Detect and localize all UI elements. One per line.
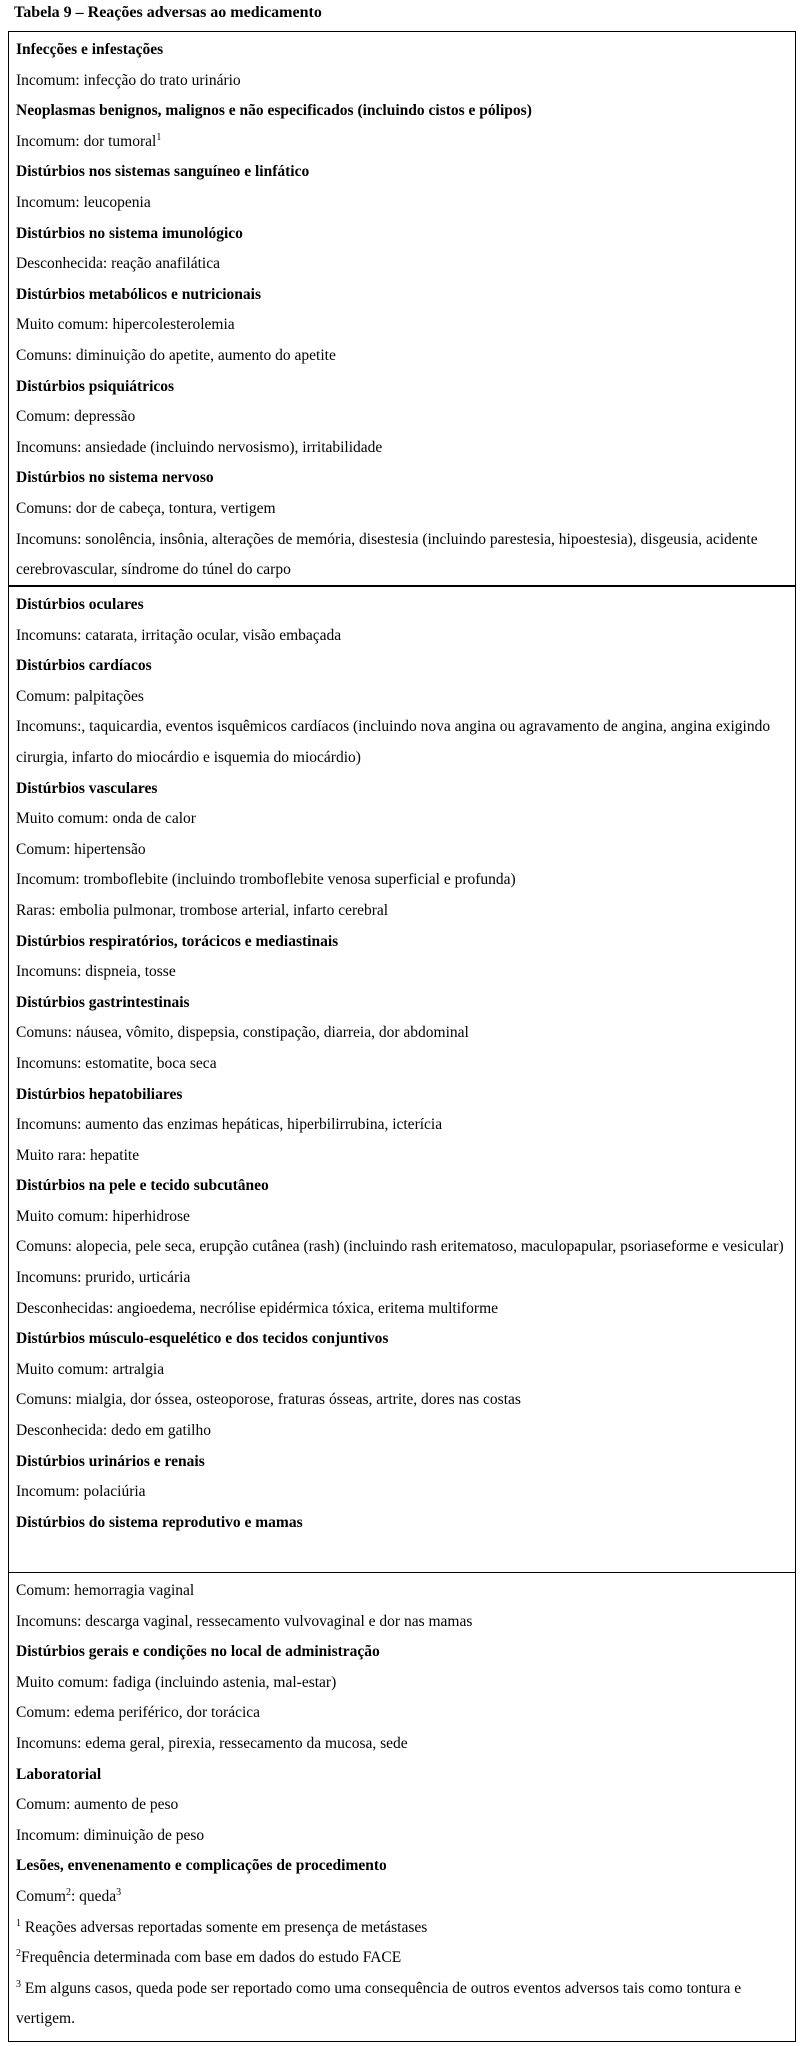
footnote-marker: 1 — [156, 131, 162, 143]
table-row — [16, 1974, 789, 2035]
category-heading — [16, 1760, 789, 1791]
cell-text: Em alguns casos, queda pode ser reportado como uma consequência de outros eventos adversos tais como tontura e vertigem. — [16, 1979, 742, 2028]
cell-text: Incomum: dor tumoral — [16, 132, 157, 150]
category-heading — [16, 463, 789, 494]
cell-text: Comum — [16, 1887, 66, 1905]
category-heading — [16, 651, 789, 682]
table-row — [16, 1385, 789, 1416]
category-heading — [16, 372, 789, 403]
category-heading — [16, 35, 789, 66]
table-row — [16, 433, 789, 464]
cell-text: Muito rara: hepatite — [16, 1146, 140, 1164]
cell-text: Comum: edema periférico, dor torácica — [16, 1704, 261, 1722]
category-heading — [16, 1447, 789, 1478]
cell-text: Comuns: alopecia, pele seca, erupção cutânea (rash) (incluindo rash eritematoso, maculopapular, psoriaseforme e vesicular) — [16, 1238, 784, 1256]
table-caption: Tabela 9 – Reações adversas ao medicamento — [14, 4, 322, 21]
cell-text: Distúrbios gastrintestinais — [16, 993, 190, 1011]
cell-text: Comum: depressão — [16, 408, 136, 426]
cell-text: Neoplasmas benignos, malignos e não especificados (incluindo cistos e pólipos) — [16, 102, 532, 120]
cell-text: Incomum: tromboflebite (incluindo tromboflebite venosa superficial e profunda) — [16, 871, 516, 889]
table-row — [16, 865, 789, 896]
cell-text: Incomuns: dispneia, tosse — [16, 963, 176, 981]
cell-text: Incomuns: prurido, urticária — [16, 1269, 191, 1287]
cell-text: Lesões, envenenamento e complicações de procedimento — [16, 1857, 387, 1875]
table-row — [16, 127, 789, 158]
table-row — [16, 1913, 789, 1944]
footnote-marker: 2 — [16, 1947, 21, 1959]
cell-text: Muito comum: artralgia — [16, 1360, 165, 1378]
cell-text: Comuns: diminuição do apetite, aumento do apetite — [16, 346, 336, 364]
category-heading — [16, 1080, 789, 1111]
cell-text: Incomum: polaciúria — [16, 1483, 146, 1501]
category-heading — [16, 157, 789, 188]
cell-text: Distúrbios respiratórios, torácicos e mediastinais — [16, 932, 339, 950]
table-row — [16, 1294, 789, 1325]
category-heading — [16, 1171, 789, 1202]
cell-text: Muito comum: hipercolesterolemia — [16, 316, 235, 334]
cell-text: Muito comum: onda de calor — [16, 810, 196, 828]
category-heading — [16, 774, 789, 805]
table-row — [16, 1110, 789, 1141]
cell-text: Incomuns: edema geral, pirexia, ressecamento da mucosa, sede — [16, 1734, 408, 1752]
table-row — [16, 621, 789, 652]
category-heading — [16, 1508, 789, 1539]
cell-text: Infecções e infestações — [16, 41, 164, 58]
footnote-marker: 1 — [16, 1917, 21, 1929]
footnote-marker: 3 — [116, 1886, 122, 1898]
cell-text: Incomuns:, taquicardia, eventos isquêmicos cardíacos (incluindo nova angina ou agravamento de angina, angina exigindo cirurgia, infarto do miocárdio e isquemia do miocárdio) — [16, 718, 771, 766]
cell-text: Desconhecida: dedo em gatilho — [16, 1422, 211, 1440]
table-row — [16, 1477, 789, 1508]
table-row — [16, 188, 789, 219]
cell-text: Reações adversas reportadas somente em presença de metástases — [21, 1918, 428, 1936]
cell-text: Desconhecida: reação anafilática — [16, 255, 220, 273]
table-row — [16, 402, 789, 433]
table-row — [16, 1232, 789, 1263]
table-row — [16, 1576, 789, 1607]
cell-text: Distúrbios músculo-esquelético e dos tecidos conjuntivos — [16, 1330, 389, 1348]
cell-text: Comum: hipertensão — [16, 840, 146, 858]
table-row — [16, 249, 789, 280]
cell-text: Comuns: mialgia, dor óssea, osteoporose, fraturas ósseas, artrite, dores nas costas — [16, 1391, 521, 1409]
table-row — [16, 1355, 789, 1386]
cell-text: Incomuns: ansiedade (incluindo nervosismo), irritabilidade — [16, 438, 383, 456]
table-row — [16, 1821, 789, 1852]
category-heading — [16, 219, 789, 250]
cell-text: Distúrbios gerais e condições no local de administração — [16, 1643, 380, 1661]
category-heading — [16, 1851, 789, 1882]
table-row — [16, 66, 789, 97]
cell-text: Distúrbios na pele e tecido subcutâneo — [16, 1177, 269, 1195]
cell-text: Incomuns: sonolência, insônia, alterações de memória, disestesia (incluindo parestesia, hipoestesia), disgeusia, acidente cerebrovascular, síndrome do túnel do carpo — [16, 530, 758, 579]
cell-text: Frequência determinada com base em dados do estudo FACE — [21, 1949, 402, 1967]
cell-text: Incomum: diminuição de peso — [16, 1826, 205, 1844]
category-heading — [16, 1637, 789, 1668]
table-row — [16, 804, 789, 835]
table-row — [16, 1018, 789, 1049]
table-row — [16, 1607, 789, 1638]
cell-text: Distúrbios no sistema nervoso — [16, 469, 214, 487]
cell-text: : queda — [70, 1887, 117, 1905]
table-row — [16, 1202, 789, 1233]
table-row — [16, 682, 789, 713]
cell-text: Distúrbios psiquiátricos — [16, 377, 175, 395]
cell-text: Distúrbios cardíacos — [16, 657, 152, 675]
cell-text: Distúrbios no sistema imunológico — [16, 224, 243, 242]
category-heading — [16, 927, 789, 958]
category-heading — [16, 988, 789, 1019]
cell-text: Comuns: dor de cabeça, tontura, vertigem — [16, 499, 276, 517]
category-heading — [16, 590, 789, 621]
cell-text: Distúrbios do sistema reprodutivo e mamas — [16, 1513, 303, 1531]
table-row — [16, 712, 789, 773]
table-row — [16, 310, 789, 341]
table-row — [16, 1698, 789, 1729]
cell-text: Distúrbios hepatobiliares — [16, 1085, 183, 1103]
table-section-1 — [8, 31, 796, 586]
table-row — [16, 1943, 789, 1974]
cell-text: Muito comum: fadiga (incluindo astenia, mal-estar) — [16, 1673, 337, 1691]
table-section-2 — [8, 586, 796, 1573]
table-row — [16, 835, 789, 866]
table-row — [16, 1882, 789, 1913]
table-row — [16, 1416, 789, 1447]
cell-text: Incomuns: aumento das enzimas hepáticas, hiperbilirrubina, icterícia — [16, 1116, 443, 1134]
table-row — [16, 341, 789, 372]
table-row — [16, 494, 789, 525]
cell-text: Comum: palpitações — [16, 687, 144, 705]
table-row — [16, 1790, 789, 1821]
cell-text: Comum: hemorragia vaginal — [16, 1582, 195, 1599]
category-heading — [16, 96, 789, 127]
cell-text: Distúrbios vasculares — [16, 779, 158, 797]
table-row — [16, 896, 789, 927]
cell-text: Incomum: infecção do trato urinário — [16, 71, 241, 89]
cell-text: Incomuns: catarata, irritação ocular, visão embaçada — [16, 626, 342, 644]
category-heading — [16, 280, 789, 311]
cell-text: Comum: aumento de peso — [16, 1796, 179, 1814]
footnote-marker: 3 — [16, 1978, 21, 1990]
table-row — [16, 1263, 789, 1294]
category-heading — [16, 1324, 789, 1355]
cell-text: Distúrbios oculares — [16, 596, 144, 613]
cell-text: Laboratorial — [16, 1765, 102, 1783]
cell-text: Comuns: náusea, vômito, dispepsia, constipação, diarreia, dor abdominal — [16, 1024, 469, 1042]
table-row — [16, 1729, 789, 1760]
cell-text: Distúrbios nos sistemas sanguíneo e linfático — [16, 163, 310, 181]
cell-text: Raras: embolia pulmonar, trombose arterial, infarto cerebral — [16, 901, 389, 919]
table-row — [16, 1141, 789, 1172]
cell-text: Incomum: leucopenia — [16, 193, 151, 211]
table-row — [16, 525, 789, 586]
footnote-marker: 2 — [65, 1886, 71, 1898]
cell-text: Incomuns: estomatite, boca seca — [16, 1054, 217, 1072]
table-row — [16, 1668, 789, 1699]
cell-text: Distúrbios metabólicos e nutricionais — [16, 285, 261, 303]
table-section-3 — [8, 1572, 796, 2042]
table-row — [16, 1049, 789, 1080]
cell-text: Desconhecidas: angioedema, necrólise epidérmica tóxica, eritema multiforme — [16, 1299, 499, 1317]
cell-text: Muito comum: hiperhidrose — [16, 1207, 190, 1225]
table-row — [16, 957, 789, 988]
cell-text: Incomuns: descarga vaginal, ressecamento vulvovaginal e dor nas mamas — [16, 1612, 473, 1630]
cell-text: Distúrbios urinários e renais — [16, 1452, 205, 1470]
